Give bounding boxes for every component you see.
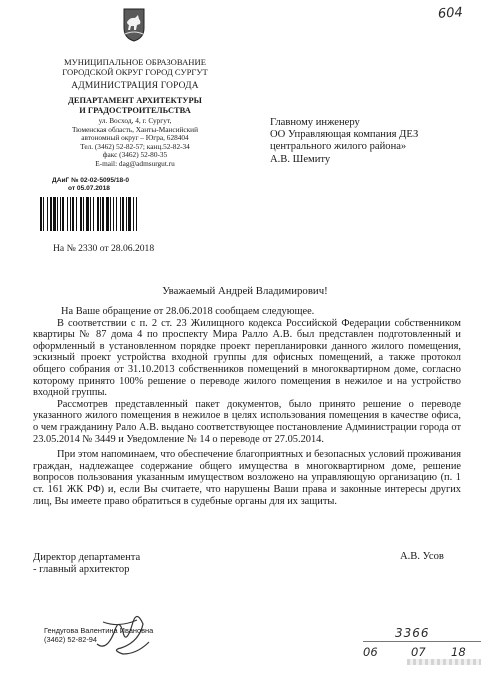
barcode-bar — [122, 197, 124, 231]
stamp-month: 07 — [411, 645, 426, 659]
address-line: E-mail: dag@admsurgut.ru — [95, 158, 175, 168]
barcode-bar — [47, 197, 48, 231]
corner-handwritten-mark: 604 — [437, 5, 464, 22]
executor-phone: (3462) 52-82-94 — [44, 635, 98, 644]
stamp-line — [363, 641, 481, 642]
barcode-bar — [50, 197, 52, 231]
organization-address — [40, 117, 230, 169]
barcode-bar — [72, 197, 74, 231]
barcode-bar — [110, 197, 111, 231]
barcode-bar — [62, 197, 64, 231]
stamp-year: 18 — [451, 645, 466, 659]
signatory-title-line: - главный архитектор — [33, 564, 130, 575]
barcode-bar — [83, 197, 84, 231]
address-line: ул. Восход, 4, г. Сургут, — [98, 116, 172, 125]
signatory-name: А.В. Усов — [400, 551, 444, 562]
stamp-day: 06 — [363, 645, 378, 659]
barcode-bar — [93, 197, 94, 231]
paragraph: В соответствии с п. 2 ст. 23 Жилищного кодекса Российской Федерации собственником квартиры № 87 дома 4 по проспекту Мира Ралло А.В. был представлен подготовленный и оформленный в установленном порядке проект перепланировки данного жилого помещения, эскизный проект устройства входной группы для офисных помещений, а также протокол общего собрания от 31.10.2013 собственников помещений в многоквартирном доме, согласно которому принято 100% решение о переводе жилого помещения в нежилое и на устройство входной группы. — [33, 317, 461, 399]
address-line: автономный округ – Югра, 628404 — [81, 133, 189, 143]
coat-of-arms-emblem — [123, 8, 145, 42]
paragraph: На Ваше обращение от 28.06.2018 сообщаем следующее. — [61, 306, 315, 317]
barcode-bar — [133, 197, 134, 231]
recipient-line: центрального жилого района» — [270, 141, 407, 153]
address-line: факс (3462) 52-80-35 — [102, 150, 168, 160]
org-line-department-2: И ГРАДОСТРОИТЕЛЬСТВА — [79, 106, 191, 115]
executor-name: Гендугова Валентина Ивановна — [44, 626, 154, 635]
barcode-bar — [128, 197, 131, 231]
barcode-bar — [90, 197, 91, 231]
recipient-line: Главному инженеру — [270, 117, 360, 128]
stamp-faint-imprint — [407, 659, 481, 665]
barcode-bar — [53, 197, 56, 231]
registration-date-line: от 05.07.2018 — [68, 185, 110, 192]
barcode-bar — [100, 197, 101, 231]
barcode-bar — [106, 197, 109, 231]
barcode-bar — [113, 197, 114, 231]
barcode-bar — [102, 197, 104, 231]
salutation: Уважаемый Андрей Владимирович! — [162, 285, 328, 297]
barcode-bar — [43, 197, 44, 231]
barcode-bar — [40, 197, 42, 231]
paragraph: При этом напоминаем, что обеспечение благоприятных и безопасных условий проживания граждан, надлежащее содержание общего имущества в многоквартирном доме, решение вопросов пользования указанным имуществом возложено на управляющую организацию (п. 1 ст. 161 ЖК РФ) и, если Вы считаете, что нарушены Ваши права и законные интересы других лиц, Вы имеете право обратиться в судебные органы для их защиты. — [33, 449, 461, 507]
signatory-title-line: Директор департамента — [33, 552, 141, 563]
barcode-bar — [70, 197, 71, 231]
barcode-bar — [120, 197, 121, 231]
paragraph: Рассмотрев представленный пакет документов, было принято решение о переводе указанного жилого помещения в нежилое в целях использования помещения в качестве офиса, о чем гражданину Рало А.В. выдано соответствующее постановление Администрации города от 23.05.2014 № 3449 и Уведомление № 14 о переводе от 27.05.2014. — [33, 398, 461, 445]
address-line: Тюменская область, Ханты-Мансийский — [72, 124, 198, 134]
barcode-bar — [76, 197, 77, 231]
letter-body — [33, 306, 461, 507]
organization-header — [40, 57, 230, 116]
barcode-bar — [86, 197, 89, 231]
barcode-bar — [57, 197, 58, 231]
address-line: Тел. (3462) 52-82-57; канц.52-82-34 — [80, 141, 190, 151]
barcode-bar — [116, 197, 117, 231]
barcode — [40, 197, 180, 231]
registration-number-line: ДАиГ № 02-02-5095/18-0 — [52, 177, 130, 184]
stamp-number: 3366 — [395, 626, 430, 640]
barcode-bar — [60, 197, 61, 231]
barcode-bar — [97, 197, 99, 231]
executor-info — [44, 626, 153, 644]
recipient-line: А.В. Шемиту — [270, 153, 331, 165]
recipient-block — [270, 117, 470, 166]
org-line-administration: АДМИНИСТРАЦИЯ ГОРОДА — [71, 81, 199, 91]
barcode-bar — [126, 197, 127, 231]
registration-number — [52, 177, 129, 193]
barcode-bar — [136, 197, 137, 231]
signatory-title — [33, 552, 140, 576]
incoming-stamp — [355, 627, 482, 667]
recipient-line: ОО Управляющая компания ДЕЗ — [270, 129, 419, 141]
reference-line: На № 2330 от 28.06.2018 — [53, 243, 155, 254]
barcode-bar — [67, 197, 68, 231]
org-line-department-1: ДЕПАРТАМЕНТ АРХИТЕКТУРЫ — [68, 96, 202, 105]
org-line-district: ГОРОДСКОЙ ОКРУГ ГОРОД СУРГУТ — [62, 67, 208, 77]
org-line-municipality: МУНИЦИПАЛЬНОЕ ОБРАЗОВАНИЕ — [64, 57, 206, 67]
barcode-bar — [80, 197, 82, 231]
